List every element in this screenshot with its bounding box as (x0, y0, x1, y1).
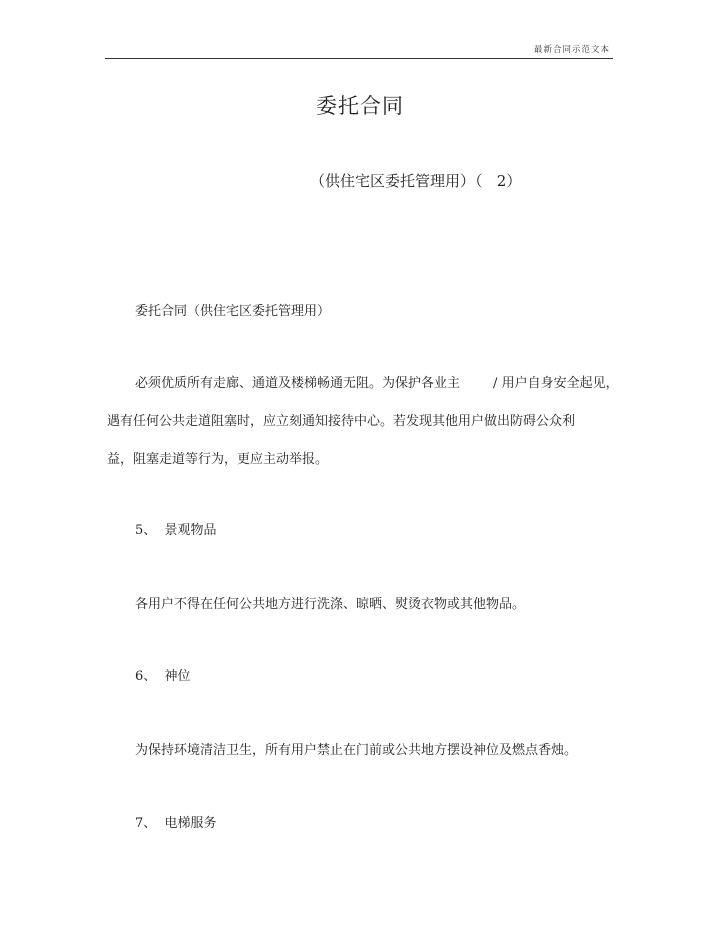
paragraph-line: 益，阻塞走道等行为，更应主动举报。 (107, 452, 329, 467)
section-heading: 委托合同（供住宅区委托管理用） (135, 304, 331, 319)
paragraph-line: 必须优质所有走廊、通道及楼梯畅通无阻。为保护各业主 / 用户自身安全起见， (135, 376, 619, 391)
header-divider (105, 58, 613, 59)
item-body: 为保持环境清洁卫生，所有用户禁止在门前或公共地方摆设神位及燃点香烛。 (135, 743, 578, 758)
document-subtitle: （供住宅区委托管理用）（ 2） (310, 172, 522, 190)
document-title: 委托合同 (316, 94, 404, 118)
item-heading: 7、 电梯服务 (135, 816, 217, 831)
item-heading: 6、 神位 (135, 669, 191, 684)
item-heading: 5、 景观物品 (135, 523, 217, 538)
running-header: 最新合同示范文本 (533, 45, 610, 55)
item-body: 各用户不得在任何公共地方进行洗涤、晾晒、熨烫衣物或其他物品。 (135, 597, 526, 612)
paragraph-line: 遇有任何公共走道阻塞时，应立刻通知接待中心。若发现其他用户做出防碍公众利 (107, 414, 576, 429)
